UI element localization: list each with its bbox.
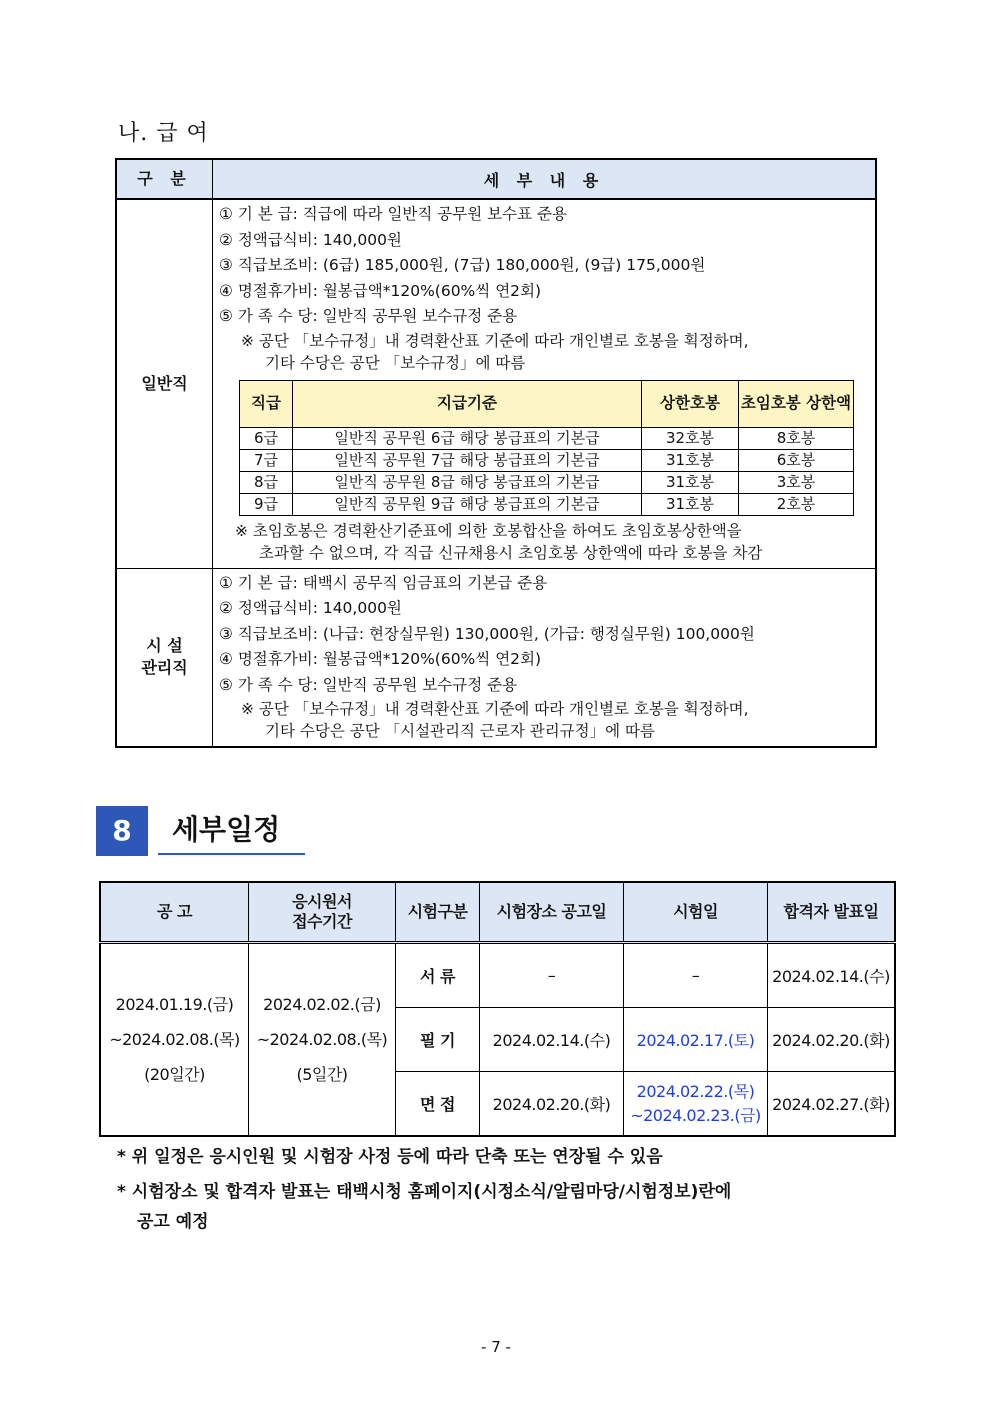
- grade-cell: 일반직 공무원 7급 해당 봉급표의 기본급: [293, 449, 642, 471]
- schedule-header: [249, 882, 396, 943]
- grade-cell: 6호봉: [739, 449, 854, 471]
- note-line: 기타 수당은 공단 「보수규정」에 따름: [265, 353, 526, 372]
- grade-cell: 2호봉: [739, 493, 854, 515]
- exam-date: –: [624, 943, 768, 1008]
- schedule-header: 시험일: [624, 882, 768, 943]
- pay-table: [115, 158, 877, 748]
- grade-cell: 31호봉: [642, 449, 739, 471]
- date-line: 2024.02.22.(목): [636, 1081, 755, 1101]
- pay-note: [219, 698, 869, 742]
- exam-type: 필 기: [396, 1008, 480, 1072]
- pay-note: [219, 330, 869, 374]
- section-number-badge: 8: [96, 806, 148, 856]
- exam-type: 면 접: [396, 1072, 480, 1137]
- grade-header: 초임호봉 상한액: [739, 380, 854, 427]
- note-line: 기타 수당은 공단 「시설관리직 근로자 관리규정」에 따름: [265, 722, 655, 740]
- grade-header: 지급기준: [293, 380, 642, 427]
- venue-date: 2024.02.20.(화): [480, 1072, 624, 1137]
- note-line: 초과할 수 없으며, 각 직급 신규채용시 초임호봉 상한액에 따라 호봉을 차감: [259, 543, 763, 562]
- title-underline: [158, 853, 305, 855]
- table-row: [100, 943, 895, 1008]
- notice-period: [100, 943, 249, 1137]
- pay-header-category: 구 분: [116, 159, 213, 199]
- pay-general-details: [213, 199, 877, 568]
- grade-header: 상한호봉: [642, 380, 739, 427]
- schedule-note: * 위 일정은 응시인원 및 시험장 사정 등에 따라 단축 또는 연장될 수 있음: [117, 1147, 663, 1167]
- pay-item: ⑤ 가 족 수 당: 일반직 공무원 보수규정 준용: [219, 675, 518, 694]
- pay-item: ④ 명절휴가비: 월봉급액*120%(60%씩 연2회): [219, 281, 542, 300]
- category-label: 관리직: [141, 658, 188, 678]
- note-line: ※ 공단 「보수규정」내 경력환산표 기준에 따라 개인별로 호봉을 획정하며,: [241, 331, 749, 350]
- exam-type: 서 류: [396, 943, 480, 1008]
- grade-cell: 6급: [240, 427, 293, 449]
- header-line: 접수기간: [292, 912, 352, 931]
- grade-cell: 8급: [240, 471, 293, 493]
- result-date: 2024.02.27.(화): [768, 1072, 896, 1137]
- pay-note: [219, 520, 869, 564]
- schedule-note: * 시험장소 및 합격자 발표는 태백시청 홈페이지(시정소식/알림마당/시험정보)란에: [117, 1182, 732, 1202]
- pay-item: ⑤ 가 족 수 당: 일반직 공무원 보수규정 준용: [219, 307, 518, 325]
- venue-date: –: [480, 943, 624, 1008]
- schedule-header: 시험장소 공고일: [480, 882, 624, 943]
- grade-cell: 일반직 공무원 6급 해당 봉급표의 기본급: [293, 427, 642, 449]
- pay-facility-details: [213, 568, 877, 747]
- date-line: (5일간): [296, 1065, 348, 1084]
- exam-date: 2024.02.17.(토): [624, 1008, 768, 1072]
- grade-cell: 일반직 공무원 9급 해당 봉급표의 기본급: [293, 493, 642, 515]
- pay-item: ④ 명절휴가비: 월봉급액*120%(60%씩 연2회): [219, 650, 542, 668]
- grade-header: 직급: [240, 380, 293, 427]
- result-date: 2024.02.20.(화): [768, 1008, 896, 1072]
- pay-item: ② 정액급식비: 140,000원: [219, 230, 402, 249]
- date-line: 2024.02.02.(금): [263, 995, 381, 1014]
- grade-cell: 9급: [240, 493, 293, 515]
- grade-cell: 31호봉: [642, 471, 739, 493]
- schedule-header: 시험구분: [396, 882, 480, 943]
- grade-table: [239, 380, 854, 516]
- pay-item: ③ 직급보조비: (나급: 현장실무원) 130,000원, (가급: 행정실무원) 100,000원: [219, 624, 755, 643]
- result-date: 2024.02.14.(수): [768, 943, 896, 1008]
- pay-item: ② 정액급식비: 140,000원: [219, 599, 402, 617]
- page-number: - 7 -: [481, 1338, 511, 1356]
- pay-item: ① 기 본 급: 태백시 공무직 임금표의 기본급 준용: [219, 573, 548, 592]
- exam-date: [624, 1072, 768, 1137]
- pay-item: ③ 직급보조비: (6급) 185,000원, (7급) 180,000원, (9급) 175,000원: [219, 256, 706, 274]
- table-row: [240, 493, 854, 515]
- schedule-section-title: 세부일정: [172, 813, 281, 846]
- table-row: [240, 471, 854, 493]
- schedule-header: 합격자 발표일: [768, 882, 896, 943]
- date-line: (20일간): [144, 1065, 205, 1084]
- table-row: [240, 427, 854, 449]
- category-label: 시 설: [146, 636, 183, 656]
- pay-item: ① 기 본 급: 직급에 따라 일반직 공무원 보수표 준용: [219, 205, 567, 223]
- pay-section-title: 나. 급 여: [118, 121, 209, 146]
- schedule-note: 공고 예정: [137, 1212, 209, 1232]
- table-row: [240, 449, 854, 471]
- note-line: ※ 공단 「보수규정」내 경력환산표 기준에 따라 개인별로 호봉을 획정하며,: [241, 700, 749, 718]
- grade-cell: 일반직 공무원 8급 해당 봉급표의 기본급: [293, 471, 642, 493]
- application-period: [249, 943, 396, 1137]
- note-line: ※ 초임호봉은 경력환산기준표에 의한 호봉합산을 하여도 초임호봉상한액을: [235, 521, 742, 540]
- pay-header-details: 세 부 내 용: [213, 159, 877, 199]
- schedule-header: 공 고: [100, 882, 249, 943]
- grade-cell: 7급: [240, 449, 293, 471]
- date-line: ~2024.02.23.(금): [630, 1105, 761, 1125]
- grade-cell: 3호봉: [739, 471, 854, 493]
- date-line: 2024.01.19.(금): [115, 995, 234, 1014]
- pay-category-general: 일반직: [116, 199, 213, 568]
- date-line: ~2024.02.08.(목): [109, 1030, 240, 1049]
- grade-cell: 32호봉: [642, 427, 739, 449]
- grade-cell: 8호봉: [739, 427, 854, 449]
- date-line: ~2024.02.08.(목): [256, 1030, 388, 1049]
- pay-category-facility: [116, 568, 213, 747]
- grade-cell: 31호봉: [642, 493, 739, 515]
- schedule-table: [99, 881, 896, 1137]
- venue-date: 2024.02.14.(수): [480, 1008, 624, 1072]
- header-line: 응시원서: [292, 892, 352, 911]
